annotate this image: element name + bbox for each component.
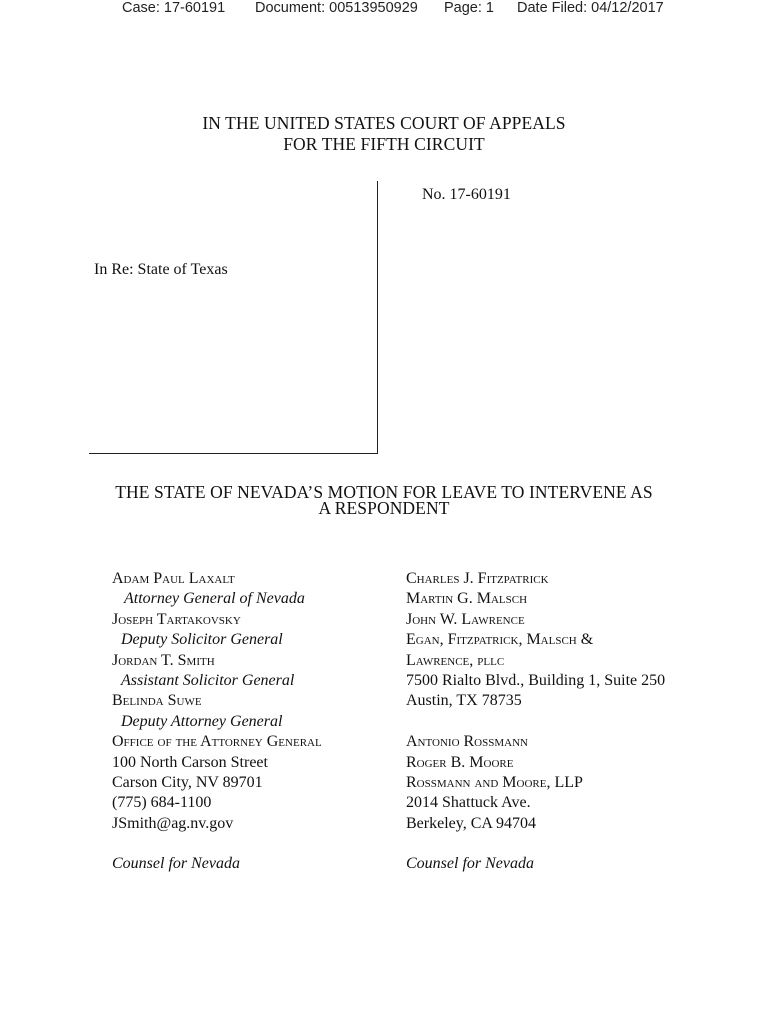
court-heading [0,113,768,155]
firm-name-line2: Lawrence, pllc [406,651,505,669]
court-heading-line1: IN THE UNITED STATES COURT OF APPEALS [202,113,566,133]
attorney-name: Martin G. Malsch [406,590,528,608]
office-street: 100 North Carson Street [112,753,268,771]
firm-street: 2014 Shattuck Ave. [406,794,531,812]
header-date-filed: Date Filed: 04/12/2017 [517,0,664,16]
attorney-title: Deputy Solicitor General [121,631,283,649]
attorney-name: Adam Paul Laxalt [112,570,235,587]
firm-street: 7500 Rialto Blvd., Building 1, Suite 250 [406,671,666,689]
header-page-number: Page: 1 [444,0,494,16]
firm-city: Austin, TX 78735 [406,692,522,710]
filing-header [122,0,682,18]
header-document-number: Document: 00513950929 [255,0,418,16]
attorney-name: Antonio Rossmann [406,733,528,751]
attorney-name: John W. Lawrence [406,610,525,628]
attorney-name: Charles J. Fitzpatrick [406,570,549,587]
office-phone: (775) 684-1100 [112,794,212,812]
in-re-party: In Re: State of Texas [94,261,228,278]
motion-title [60,484,708,516]
motion-title-line2: A RESPONDENT [318,498,450,518]
attorney-name: Roger B. Moore [406,753,514,771]
firm-name-line1: Egan, Fitzpatrick, Malsch & [406,631,594,649]
caption-divider-horizontal [89,453,378,454]
attorney-name: Belinda Suwe [112,692,202,710]
court-heading-line2: FOR THE FIFTH CIRCUIT [283,134,485,154]
attorney-title: Assistant Solicitor General [121,671,295,689]
counsel-for-label: Counsel for Nevada [112,855,240,873]
attorney-name: Jordan T. Smith [112,651,215,669]
case-number: No. 17-60191 [422,186,511,203]
motion-title-line1: THE STATE OF NEVADA’S MOTION FOR LEAVE TO INTERVENE AS [115,482,653,502]
firm-name: Rossmann and Moore, LLP [406,773,583,791]
office-city: Carson City, NV 89701 [112,773,263,791]
office-email: JSmith@ag.nv.gov [112,814,234,832]
office-name: Office of the Attorney General [112,733,322,751]
counsel-for-label: Counsel for Nevada [406,855,534,873]
counsel-block-left [112,569,382,875]
attorney-title: Deputy Attorney General [121,712,283,730]
attorney-title: Attorney General of Nevada [124,590,305,608]
firm-city: Berkeley, CA 94704 [406,814,537,832]
attorney-name: Joseph Tartakovsky [112,610,241,628]
caption-divider-vertical [377,181,378,454]
header-case-number: Case: 17-60191 [122,0,226,16]
counsel-block-right [406,569,706,875]
